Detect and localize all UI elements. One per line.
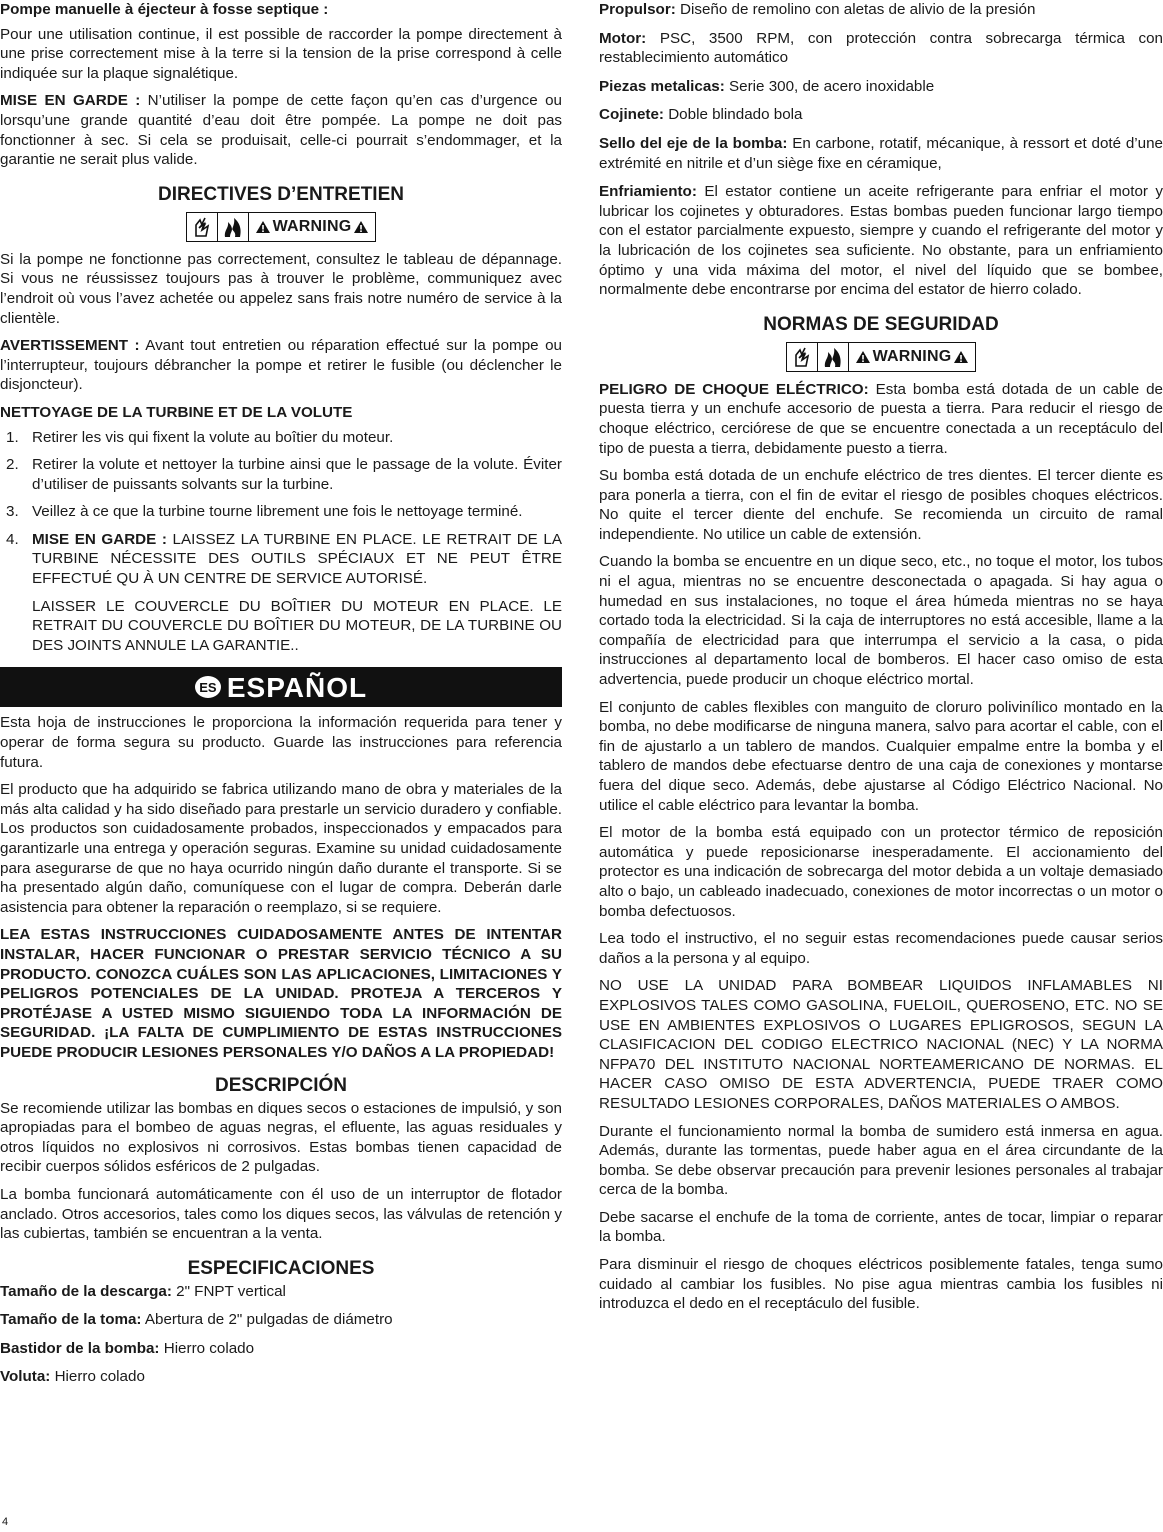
spec-item: Sello del eje de la bomba: En carbone, rotatif, mécanique, à ressort et doté d’une extrémité en nitrile et d’un siège fixe en céramique, [599,134,1163,172]
right-column [599,0,1163,1322]
paragraph-dique-seco: Cuando la bomba se encuentre en un dique seco, etc., no toque el motor, los tubos ni el agua, mientras no se encuentre desconectada o apagada. Si hay agua o humedad en sus instalaciones, no toque el área húmeda mientras no se haya cortado toda la electricidad. Si la caja de interruptores no está accesible, llame a la compañía de electricidad para que interrumpa el servicio a la casa, o pida instrucciones al departamento local de bomberos. El hacer caso omiso de esta advertencia, puede producir un choque eléctrico mortal. [599,553,1163,689]
shock-hazard-icon [787,343,818,371]
cleaning-steps-list [0,428,562,589]
paragraph-avertissement: AVERTISSEMENT : Avant tout entretien ou réparation effectué sur la pompe ou l’interrupteur, toujours débrancher la pompe et retirer le fusible (ou déclencher le disjoncteur). [0,337,562,394]
page-number: 4 [2,1516,9,1528]
spec-item: Cojinete: Doble blindado bola [599,106,803,124]
warning-triangle-icon [953,350,969,364]
left-column [0,0,562,1396]
paragraph-mise-en-garde: MISE EN GARDE : N’utiliser la pompe de cette façon qu’en cas d’urgence ou lorsqu’une grande quantité d’eau doit être pompée. La pompe ne doit pas fonctionner à sec. Si cela se produisait, celle-ci pourrait s’endommager, et la garantie ne serait plus valide. [0,92,562,169]
paragraph-protector-termico: El motor de la bomba está equipado con un protector térmico de reposición automática y puede reposicionarse inesperadamente. El accionamiento del protector es una indicación de sobrecarga del motor debida a un voltaje demasiado alto o bajo, un cableado inadecuado, conexiones de motor incorrectas o un motor o bomba defectuosos. [599,824,1163,920]
espanol-banner [0,667,562,707]
language-badge: ES [195,676,221,698]
shock-hazard-icon [187,213,218,241]
list-item: 2. Retirer la volute et nettoyer la turbine ainsi que le passage de la volute. Éviter d’utiliser de puissants solvants sur la turbine. [6,456,562,493]
paragraph-descripcion-2: La bomba funcionará automáticamente con él uso de un interruptor de flotador anclado. Otros accesorios, tales como los diques secos, las válvulas de retención y las cubiertas, también se encuentran a la venta. [0,1185,562,1243]
step4-continuation: LAISSER LE COUVERCLE DU BOÎTIER DU MOTEUR EN PLACE. LE RETRAIT DU COUVERCLE DU BOÎTIER DU MOTEUR, DE LA TURBINE OU DES JOINTS ANNULE LA GARANTIE.. [32,597,562,654]
paragraph-depannage: Si la pompe ne fonctionne pas correctement, consultez le tableau de dépannage. Si vous ne réussissez toujours pas à trouver le problème, communiquez avec l’endroit où vous l’avez achetée ou appelez sans frais notre numéro de service à la clientèle. [0,250,562,327]
list-item: 3. Veillez à ce que la turbine tourne librement une fois le nettoyage terminé. [6,503,523,521]
paragraph-descripcion-1: Se recomiende utilizar las bombas en diques secos o estaciones de impulsió, y son apropiadas para el bombeo de aguas negras, el efluente, las aguas residuales y otros líquidos no explosivos ni corrosivos. Estas bombas tienen capacidad de recibir cuerpos sólidos esféricos de 2 pulgadas. [0,1099,562,1176]
paragraph-producto: El producto que ha adquirido se fabrica utilizando mano de obra y materiales de la más alta calidad y ha sido diseñado para prestarle un servicio duradero y confiable. Los productos son cuidadosamente probados, inspeccionados y empacados para garantizarle una entrega y operación seguras. Examine su unidad cuidadosamente para asegurarse de que no haya ocurrido ningún daño durante el transporte. Si se ha presentado algún daño, comuníquese con el lugar de compra. Deberán darle asistencia para obtener la reparación o reemplazo, si se requiere. [0,781,562,916]
paragraph-funcionamiento-normal: Durante el funcionamiento normal la bomba de sumidero está inmersa en agua. Además, durante las tormentas, puede haber agua en el área circundante de la bomba. Se debe observar precaución para prevenir lesiones personales al trabajar cerca de la bomba. [599,1122,1163,1199]
spec-item: Tamaño de la descarga: 2" FNPT vertical [0,1282,286,1300]
paragraph-liquidos-inflamables: NO USE LA UNIDAD PARA BOMBEAR LIQUIDOS INFLAMABLES NI EXPLOSIVOS TALES COMO GASOLINA, FUELOIL, QUEROSENO, ETC. NO SE USE EN AMBIENTES EXPLOSIVOS O LUGARES EPLIGROSOS, SEGUN LA CLASIFICACION DEL CODIGO ELECTRICO NACIONAL (NEC) Y LA NORMA NFPA70 DEL INSTITUTO NACIONAL NORTEAMERICANO DE NORMAS. EL HACER CASO OMISO DE ESTA ADVERTENCIA, PUEDE TRAER COMO RESULTADO LESIONES CORPORALES, DAÑOS MATERIALES O AMBOS. [599,977,1163,1112]
warning-text: WARNING [849,343,976,371]
paragraph-utilisation-continue: Pour une utilisation continue, il est possible de raccorder la pompe directement à une prise correctement mise à la terre si la tension de la prise correspond à celle indiquée sur la plaque signalétique. [0,25,562,82]
warning-triangle-icon [353,220,369,234]
paragraph-cables-flexibles: El conjunto de cables flexibles con manguito de cloruro polivinílico montado en la bomba, no debe modificarse de ninguna manera, salvo para acortar el cable, con el fin de ajustarlo a un tablero de mandos. Cualquier empalme entre la bomba y el tablero de mandos debe efectuarse dentro de una caja de conexiones y montarse fuera del dique seco. Además, debe ajustarse al Código Eléctrico Nacional. No utilice el cable eléctrico para levantar la bomba. [599,698,1163,814]
heading-descripcion: DESCRIPCIÓN [215,1074,347,1096]
paragraph-hoja-instrucciones: Esta hoja de instrucciones le proporciona la información requerida para tener y operar de forma segura su producto. Guarde las instrucciones para referencia futura. [0,714,562,771]
warning-text: WARNING [249,213,376,241]
paragraph-peligro-choque: PELIGRO DE CHOQUE ELÉCTRICO: Esta bomba está dotada de un cable de puesta tierra y un enchufe accesorio de puesta a tierra. Para reducir el riesgo de choque eléctrico, cerciórese de que se encuentre conectada a un receptáculo del tipo de puesta a tierra, debidamente puesto a tierra. [599,380,1163,457]
fire-hazard-icon [218,213,249,241]
heading-especificaciones: ESPECIFICACIONES [187,1257,375,1279]
spec-item: Piezas metalicas: Serie 300, de acero inoxidable [599,77,935,95]
heading-directives-entretien: DIRECTIVES D’ENTRETIEN [158,183,404,205]
list-item: 4. MISE EN GARDE : LAISSEZ LA TURBINE EN PLACE. LE RETRAIT DE LA TURBINE NÉCESSITE DES OUTILS SPÉCIAUX ET NE PEUT ÊTRE EFFECTUÉ QU À UN CENTRE DE SERVICE AUTORISÉ. [6,530,562,588]
warning-label-normas [599,342,1163,372]
fire-hazard-icon [818,343,849,371]
spec-item: Bastidor de la bomba: Hierro colado [0,1339,255,1357]
section-heading-pompe-manuelle: Pompe manuelle à éjecteur à fosse septique : [0,1,329,18]
paragraph-lea-instrucciones: LEA ESTAS INSTRUCCIONES CUIDADOSAMENTE ANTES DE INTENTAR INSTALAR, HACER FUNCIONAR O PRESTAR SERVICIO TÉCNICO A SU PRODUCTO. CONOZCA CUÁLES SON LAS APLICACIONES, LIMITACIONES Y PELIGROS POTENCIALES DE LA UNIDAD. PROTEJA A TERCEROS Y PROTÉJASE A USTED MISMO SIGUIENDO TODA LA INFORMACIÓN DE SEGURIDAD. ¡LA FALTA DE CUMPLIMIENTO DE ESTAS INSTRUCCIONES PUEDE PRODUCIR LESIONES PERSONALES Y/O DAÑOS A LA PROPIEDAD! [0,926,562,1061]
spec-item: Propulsor: Diseño de remolino con aletas de alivio de la presión [599,1,1036,18]
heading-nettoyage: NETTOYAGE DE LA TURBINE ET DE LA VOLUTE [0,403,353,421]
language-title: ESPAÑOL [226,671,368,703]
warning-triangle-icon [255,220,271,234]
warning-label-entretien [0,212,562,242]
list-item: 1. Retirer les vis qui fixent la volute au boîtier du moteur. [6,428,394,446]
paragraph-lea-instructivo: Lea todo el instructivo, el no seguir estas recomendaciones puede causar serios daños a la persona y al equipo. [599,930,1163,967]
heading-normas-seguridad: NORMAS DE SEGURIDAD [763,313,999,335]
warning-triangle-icon [855,350,871,364]
spec-item: Enfriamiento: El estator contiene un aceite refrigerante para enfriar el motor y lubricar los cojinetes y obturadores. Estas bombas pueden funcionar largo tiempo con el estator parcialmente expuesto, siempre y cuando el refrigerante del motor y la lubricación de los cojinetes sea suficiente. No obstante, para un enfriamiento óptimo y una vida máxima del motor, el nivel del líquido que se bombee, normalmente debe encontrarse por encima del estator de hierro colado. [599,183,1163,299]
spec-item: Tamaño de la toma: Abertura de 2" pulgadas de diámetro [0,1311,393,1329]
paragraph-fusibles: Para disminuir el riesgo de choques eléctricos posiblemente fatales, tenga sumo cuidado al cambiar los fusibles. No pise agua mientras cambia los fusibles ni introduzca el dedo en el receptáculo del fusible. [599,1256,1163,1313]
paragraph-enchufe-tres-dientes: Su bomba está dotada de un enchufe eléctrico de tres dientes. El tercer diente es para ponerla a tierra, con el fin de evitar el riesgo de posibles choques eléctricos. No quite el tercer diente del enchufe. Se recomienda un circuito de ramal independiente. No utilice un cable de extensión. [599,467,1163,543]
paragraph-sacar-enchufe: Debe sacarse el enchufe de la toma de corriente, antes de tocar, limpiar o reparar la bomba. [599,1208,1163,1246]
spec-item: Voluta: Hierro colado [0,1368,145,1386]
spec-item: Motor: PSC, 3500 RPM, con protección contra sobrecarga térmica con restablecimiento automático [599,29,1163,67]
